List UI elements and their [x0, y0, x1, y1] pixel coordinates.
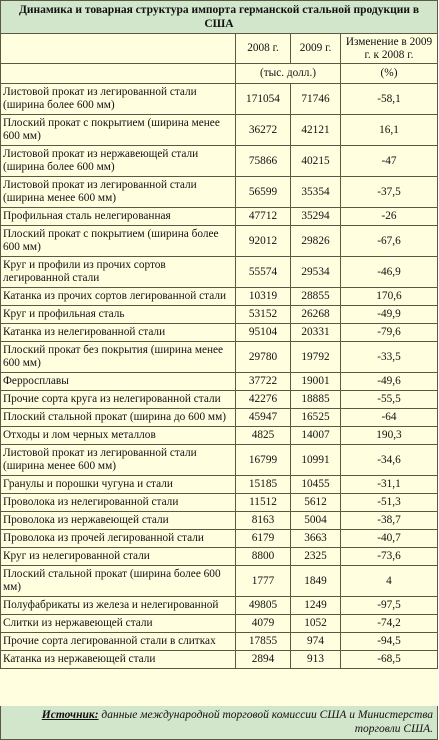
row-value-2008: 55574: [236, 257, 291, 288]
row-change: -97,5: [341, 597, 438, 615]
header-2008: 2008 г.: [236, 34, 291, 64]
table-row: [1, 512, 438, 530]
row-change: -33,5: [341, 342, 438, 373]
row-change: 170,6: [341, 288, 438, 306]
table-row: [1, 342, 438, 373]
row-value-2008: 49805: [236, 597, 291, 615]
units-empty-cell: [1, 64, 236, 84]
row-change: -68,5: [341, 651, 438, 669]
row-value-2009: 5612: [291, 494, 341, 512]
row-value-2009: 19792: [291, 342, 341, 373]
row-value-2009: 29534: [291, 257, 341, 288]
row-value-2008: 37722: [236, 373, 291, 391]
row-change: -47: [341, 146, 438, 177]
row-value-2008: 17855: [236, 633, 291, 651]
row-name: Листовой прокат из нержавеющей стали (ширина более 600 мм): [1, 146, 236, 177]
row-name: Катанка из прочих сортов легированной стали: [1, 288, 236, 306]
row-value-2008: 42276: [236, 391, 291, 409]
row-change: -40,7: [341, 530, 438, 548]
row-name: Плоский стальной прокат (ширина более 600 мм): [1, 566, 236, 597]
table-title-row: [1, 1, 438, 34]
row-change: -26: [341, 208, 438, 226]
row-value-2009: 974: [291, 633, 341, 651]
row-value-2009: 19001: [291, 373, 341, 391]
table-row: [1, 651, 438, 669]
table-row: [1, 115, 438, 146]
row-value-2009: 28855: [291, 288, 341, 306]
units-value: (тыс. долл.): [236, 64, 341, 84]
row-value-2008: 171054: [236, 84, 291, 115]
row-name: Листовой прокат из легированной стали (ширина более 600 мм): [1, 84, 236, 115]
row-change: 16,1: [341, 115, 438, 146]
row-value-2009: 26268: [291, 306, 341, 324]
table-row: [1, 306, 438, 324]
table-row: [1, 427, 438, 445]
row-value-2008: 2894: [236, 651, 291, 669]
row-name: Гранулы и порошки чугуна и стали: [1, 476, 236, 494]
row-name: Катанка из нелегированной стали: [1, 324, 236, 342]
row-name: Плоский прокат без покрытия (ширина менее 600 мм): [1, 342, 236, 373]
row-name: Проволока из прочей легированной стали: [1, 530, 236, 548]
row-value-2009: 14007: [291, 427, 341, 445]
row-change: -49,6: [341, 373, 438, 391]
row-name: Прочие сорта круга из нелегированной стали: [1, 391, 236, 409]
row-value-2009: 1249: [291, 597, 341, 615]
table-row: [1, 146, 438, 177]
source-note: [0, 706, 438, 740]
row-value-2008: 6179: [236, 530, 291, 548]
row-value-2008: 11512: [236, 494, 291, 512]
row-change: -67,6: [341, 226, 438, 257]
row-change: -64: [341, 409, 438, 427]
row-value-2009: 913: [291, 651, 341, 669]
row-name: Плоский стальной прокат (ширина до 600 мм): [1, 409, 236, 427]
table-row: [1, 409, 438, 427]
row-value-2009: 35294: [291, 208, 341, 226]
table-row: [1, 530, 438, 548]
row-value-2008: 10319: [236, 288, 291, 306]
row-value-2008: 29780: [236, 342, 291, 373]
row-value-2008: 4825: [236, 427, 291, 445]
row-value-2009: 40215: [291, 146, 341, 177]
row-value-2008: 4079: [236, 615, 291, 633]
row-value-2008: 56599: [236, 177, 291, 208]
row-change: 4: [341, 566, 438, 597]
row-change: -38,7: [341, 512, 438, 530]
row-value-2008: 8800: [236, 548, 291, 566]
table-row: [1, 445, 438, 476]
units-change: (%): [341, 64, 438, 84]
table-row: [1, 476, 438, 494]
table-header-row: [1, 34, 438, 64]
row-value-2009: 20331: [291, 324, 341, 342]
table-row: [1, 391, 438, 409]
row-value-2009: 3663: [291, 530, 341, 548]
row-name: Прочие сорта легированной стали в слитках: [1, 633, 236, 651]
row-value-2008: 75866: [236, 146, 291, 177]
row-change: -46,9: [341, 257, 438, 288]
row-value-2008: 36272: [236, 115, 291, 146]
table-row: [1, 633, 438, 651]
row-value-2008: 8163: [236, 512, 291, 530]
row-value-2009: 16525: [291, 409, 341, 427]
row-value-2008: 16799: [236, 445, 291, 476]
row-value-2009: 10991: [291, 445, 341, 476]
row-name: Плоский прокат с покрытием (ширина менее 600 мм): [1, 115, 236, 146]
source-label: Источник:: [41, 709, 99, 721]
table-row: [1, 597, 438, 615]
row-name: Полуфабрикаты из железа и нелегированной: [1, 597, 236, 615]
row-value-2008: 15185: [236, 476, 291, 494]
row-name: Плоский прокат с покрытием (ширина более 600 мм): [1, 226, 236, 257]
row-value-2009: 42121: [291, 115, 341, 146]
header-empty-cell: [1, 34, 236, 64]
header-change: Изменение в 2009 г. к 2008 г.: [341, 34, 438, 64]
table-row: [1, 324, 438, 342]
row-value-2009: 29826: [291, 226, 341, 257]
row-value-2009: 35354: [291, 177, 341, 208]
row-value-2009: 2325: [291, 548, 341, 566]
units-row: [1, 64, 438, 84]
row-name: Проволока из нелегированной стали: [1, 494, 236, 512]
row-name: Профильная сталь нелегированная: [1, 208, 236, 226]
row-name: Круг и профильная сталь: [1, 306, 236, 324]
row-change: -49,9: [341, 306, 438, 324]
row-name: Катанка из нержавеющей стали: [1, 651, 236, 669]
row-change: 190,3: [341, 427, 438, 445]
row-name: Ферросплавы: [1, 373, 236, 391]
row-name: Отходы и лом черных металлов: [1, 427, 236, 445]
row-change: -79,6: [341, 324, 438, 342]
row-value-2009: 1849: [291, 566, 341, 597]
table-row: [1, 373, 438, 391]
table-row: [1, 548, 438, 566]
row-change: -31,1: [341, 476, 438, 494]
row-name: Круг из нелегированной стали: [1, 548, 236, 566]
row-change: -37,5: [341, 177, 438, 208]
table-row: [1, 84, 438, 115]
row-value-2009: 5004: [291, 512, 341, 530]
table-title: Динамика и товарная структура импорта германской стальной продукции в США: [1, 1, 438, 34]
row-value-2008: 53152: [236, 306, 291, 324]
header-2009: 2009 г.: [291, 34, 341, 64]
row-change: -51,3: [341, 494, 438, 512]
row-value-2008: 45947: [236, 409, 291, 427]
row-value-2008: 1777: [236, 566, 291, 597]
row-value-2008: 47712: [236, 208, 291, 226]
row-change: -94,5: [341, 633, 438, 651]
row-change: -58,1: [341, 84, 438, 115]
row-name: Круг и профили из прочих сортов легированной стали: [1, 257, 236, 288]
row-change: -34,6: [341, 445, 438, 476]
row-name: Слитки из нержавеющей стали: [1, 615, 236, 633]
table-row: [1, 226, 438, 257]
row-change: -74,2: [341, 615, 438, 633]
table-row: [1, 177, 438, 208]
row-change: -55,5: [341, 391, 438, 409]
row-value-2009: 18885: [291, 391, 341, 409]
table-row: [1, 208, 438, 226]
row-value-2008: 95104: [236, 324, 291, 342]
table-row: [1, 615, 438, 633]
row-name: Листовой прокат из легированной стали (ширина менее 600 мм): [1, 177, 236, 208]
row-value-2009: 10455: [291, 476, 341, 494]
row-change: -73,6: [341, 548, 438, 566]
row-name: Проволока из нержавеющей стали: [1, 512, 236, 530]
table-row: [1, 257, 438, 288]
table-row: [1, 566, 438, 597]
source-text: данные международной торговой комиссии США и Министерства торговли США.: [101, 709, 433, 735]
row-value-2009: 71746: [291, 84, 341, 115]
row-value-2008: 92012: [236, 226, 291, 257]
row-value-2009: 1052: [291, 615, 341, 633]
row-name: Листовой прокат из легированной стали (ширина менее 600 мм): [1, 445, 236, 476]
table-row: [1, 494, 438, 512]
table-row: [1, 288, 438, 306]
